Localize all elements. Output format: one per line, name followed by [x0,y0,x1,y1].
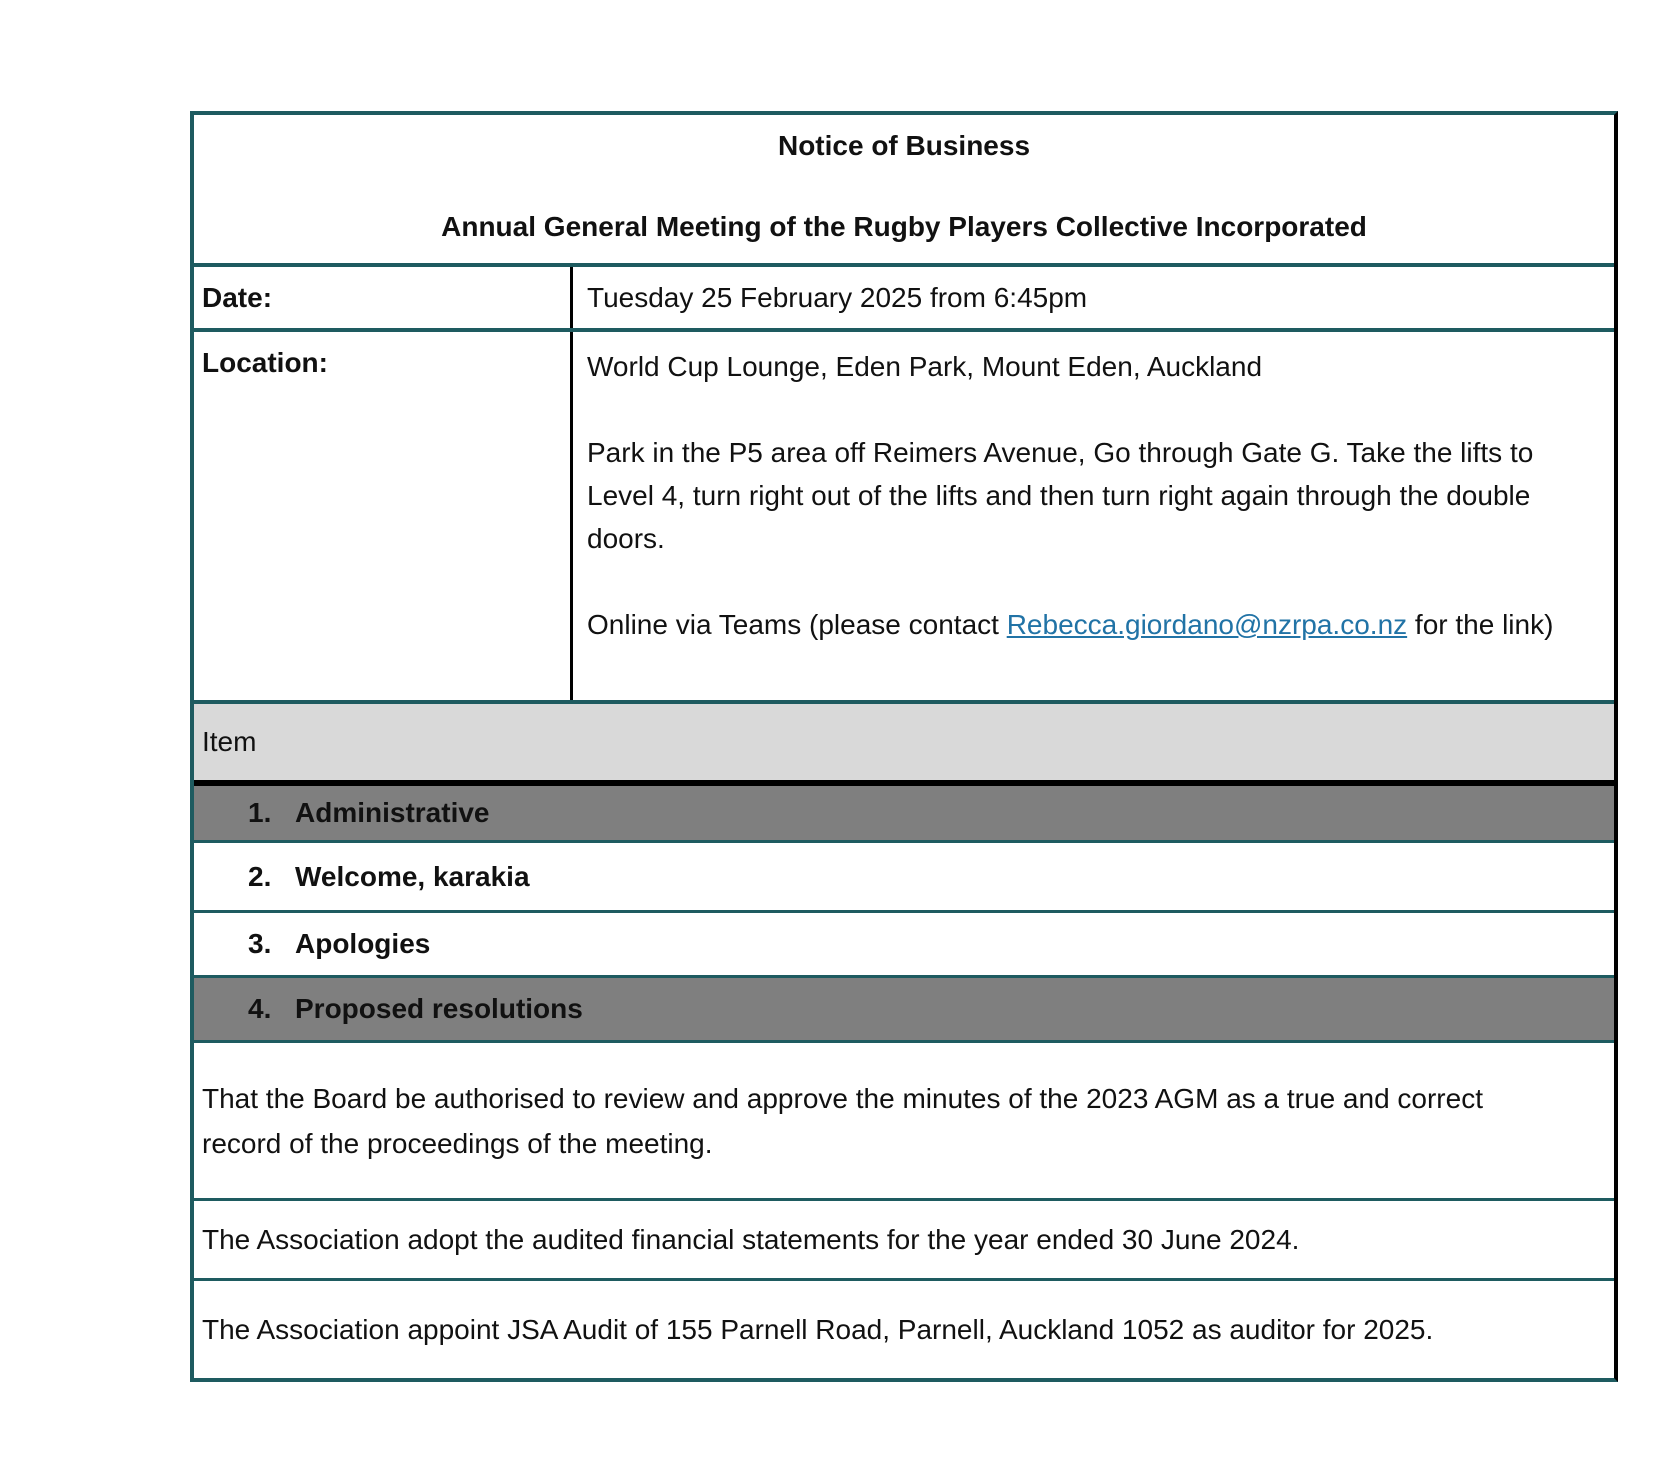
resolution-row [194,1281,1614,1378]
item-header-row [194,704,1614,786]
resolution-text: The Association adopt the audited financial statements for the year ended 30 June 2024. [202,1224,1300,1255]
agenda-row-administrative [194,786,1614,843]
online-text-prefix: Online via Teams (please contact [587,609,1007,640]
agenda-row-welcome-karakia [194,843,1614,913]
email-link[interactable]: Rebecca.giordano@nzrpa.co.nz [1006,609,1408,640]
location-row [194,332,1614,704]
agenda-row-proposed-resolutions [194,978,1614,1043]
agenda-number: 2. [248,860,272,892]
resolution-row [194,1043,1614,1201]
document-title: Notice of Business [777,130,1031,161]
agenda-row-apologies [194,913,1614,978]
document-subtitle: Annual General Meeting of the Rugby Players Collective Incorporated [441,211,1367,242]
location-label: Location: [194,332,573,700]
agenda-number: 4. [248,993,272,1024]
online-text-suffix: for the link) [1407,609,1554,640]
location-value [573,332,1614,700]
resolution-row [194,1201,1614,1281]
resolution-text: That the Board be authorised to review and approve the minutes of the 2023 AGM as a true and correct record of the proceedings of the meeting. [202,1082,1483,1159]
paragraph-spacer [587,560,1598,603]
location-online [587,603,1598,646]
location-directions: Park in the P5 area off Reimers Avenue, Go through Gate G. Take the lifts to Level 4, turn right out of the lifts and then turn right again through the double doors. [587,437,1534,554]
agenda-label: Apologies [295,928,431,959]
agenda-label: Administrative [295,797,490,828]
agenda-number: 1. [248,797,272,828]
date-value: Tuesday 25 February 2025 from 6:45pm [587,281,1088,313]
location-venue: World Cup Lounge, Eden Park, Mount Eden, Auckland [587,351,1263,382]
agenda-label: Welcome, karakia [295,860,530,892]
date-row [194,267,1614,332]
table-header-cell [194,115,1614,267]
notice-of-business-table [190,111,1618,1382]
agenda-label: Proposed resolutions [295,993,583,1024]
resolution-text: The Association appoint JSA Audit of 155 Parnell Road, Parnell, Auckland 1052 as auditor for 2025. [202,1314,1434,1345]
date-label: Date: [194,267,573,328]
item-header-label: Item [202,726,257,757]
agenda-number: 3. [248,928,272,959]
paragraph-spacer [587,388,1598,431]
